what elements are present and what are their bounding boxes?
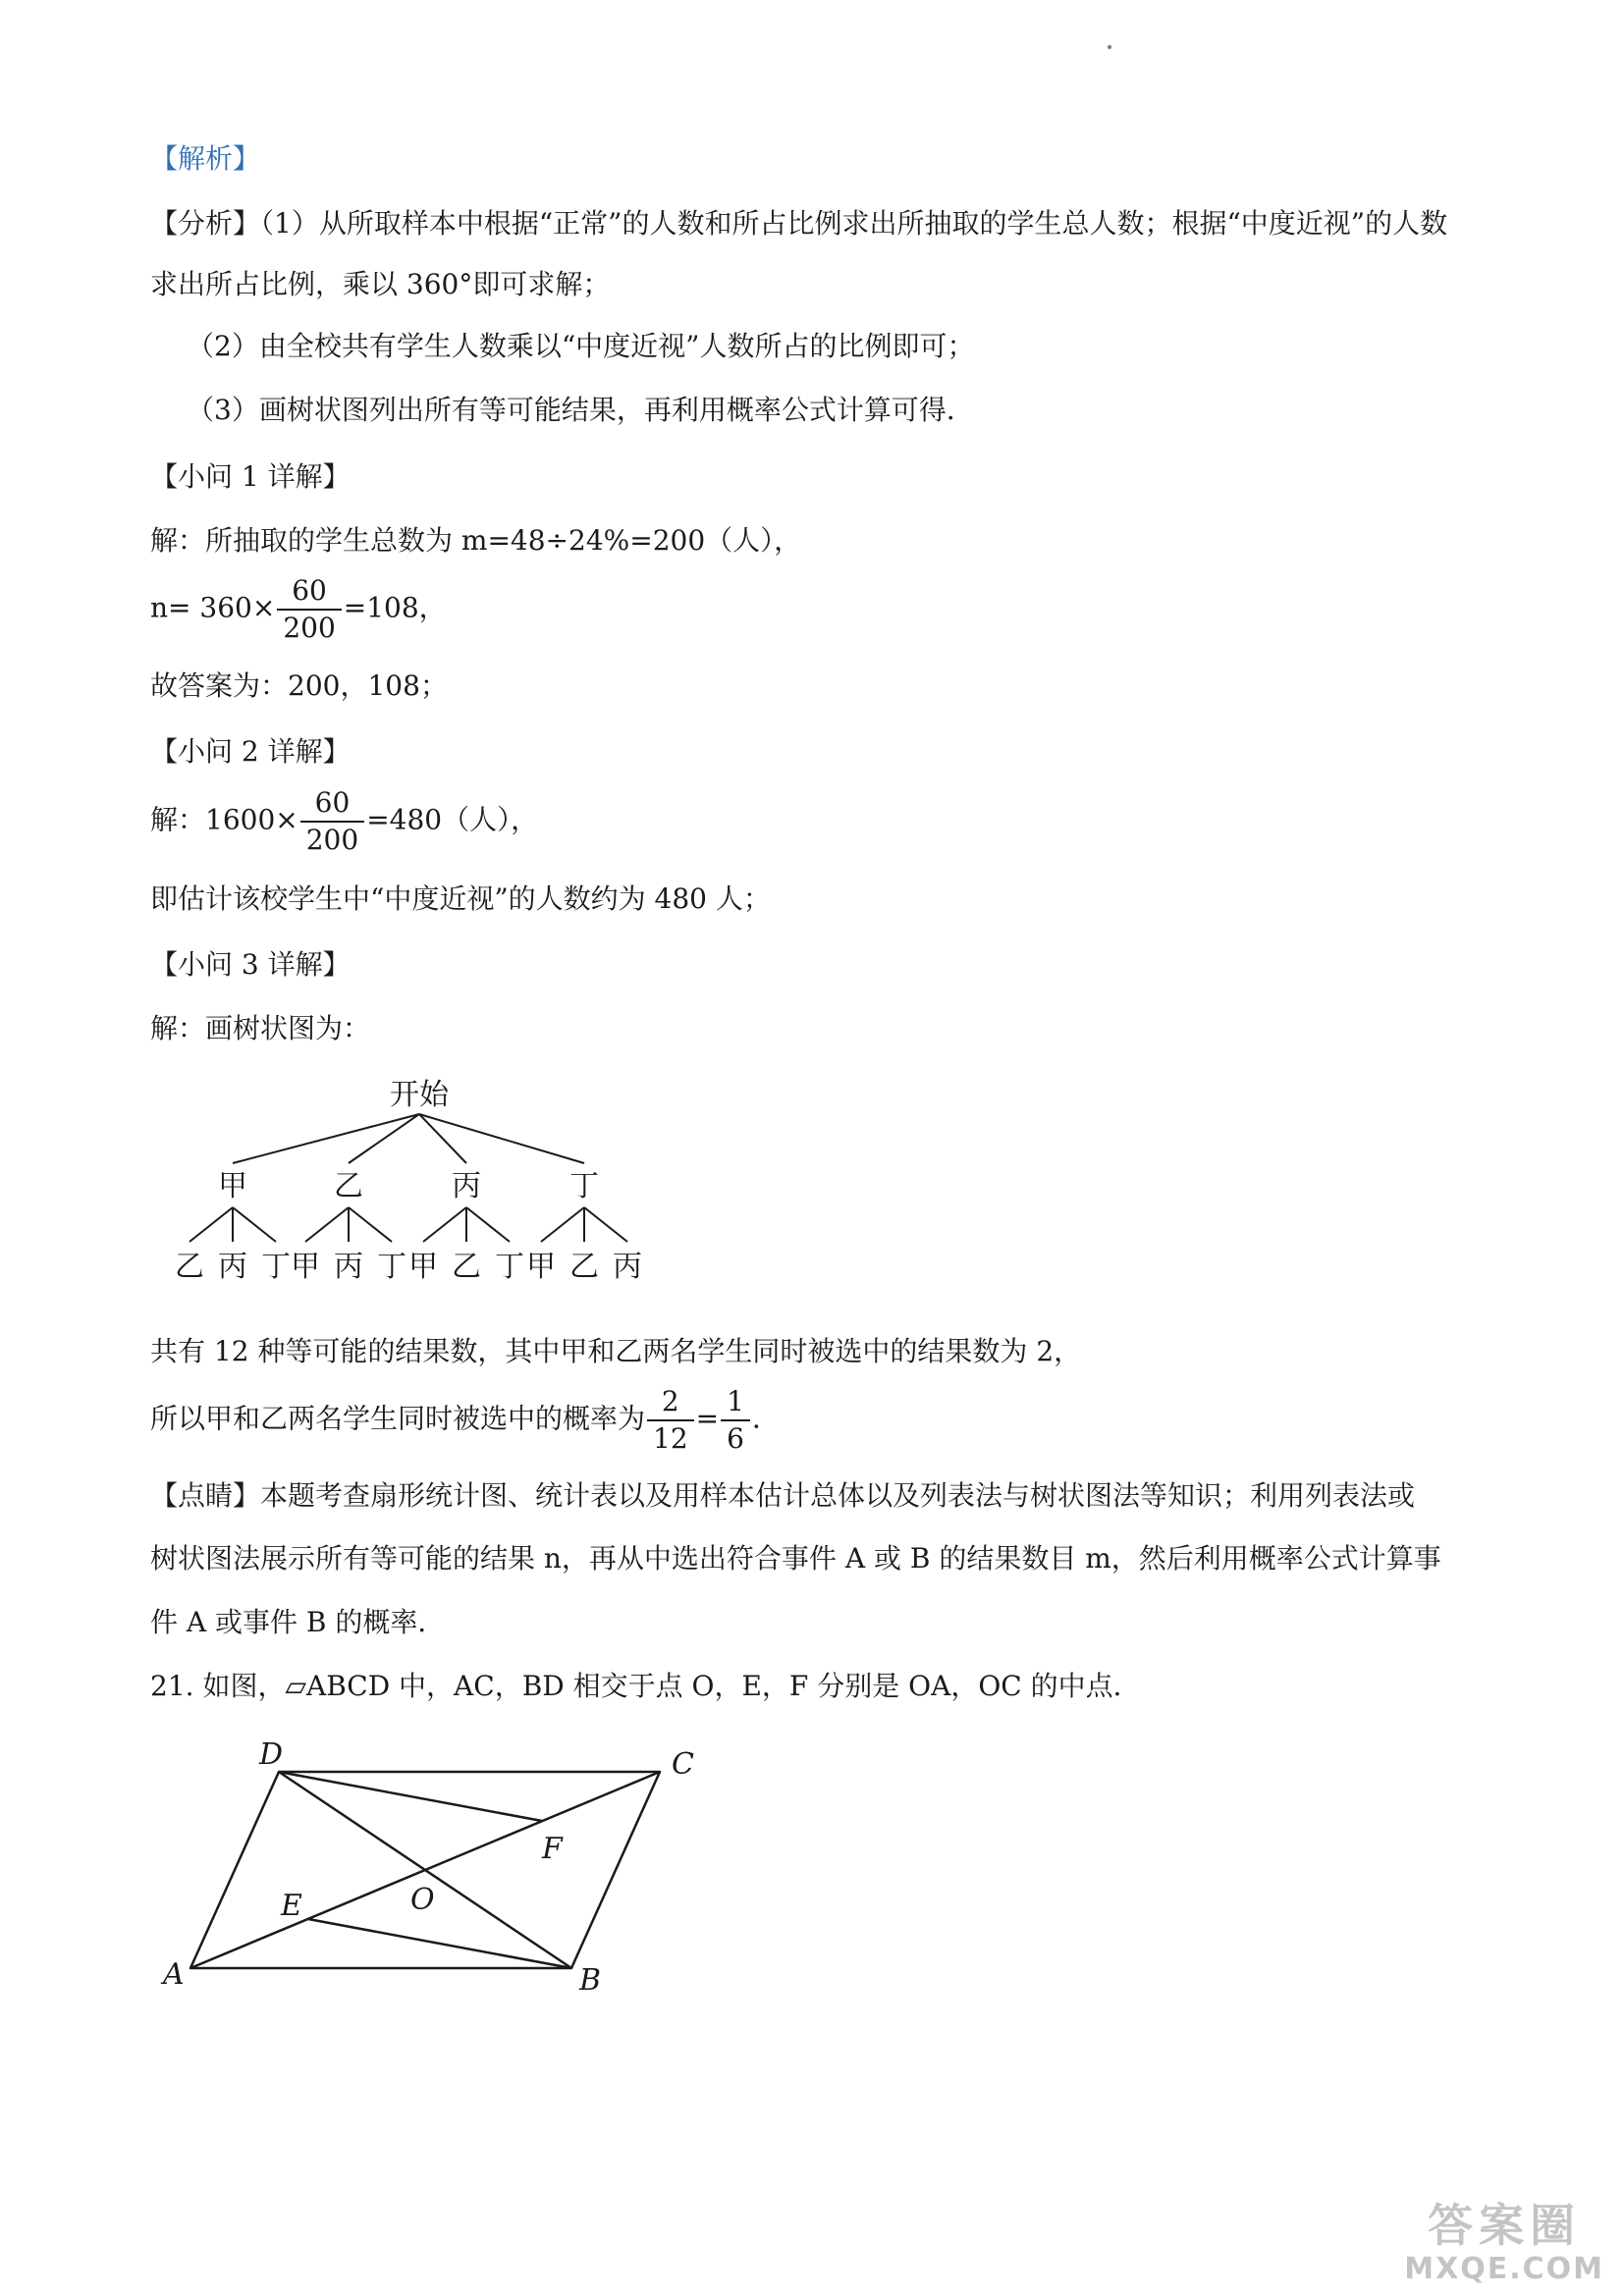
tree-l1-3: 丁 [569,1169,599,1203]
label-a: A [163,1957,185,1992]
q2-title: 【小问 2 详解】 [150,735,351,768]
tree-l2-1-2: 丁 [377,1250,406,1284]
segment-df [279,1772,542,1821]
q1-n-prefix: n= 360× [150,591,276,624]
q3-prob-prefix: 所以甲和乙两名学生同时被选中的概率为 [150,1402,646,1435]
tree-l1-2: 丙 [452,1169,481,1203]
problem-21-number: 21. [150,1670,194,1702]
diagonal-bd [279,1772,571,1968]
analysis-heading: 【解析】 [150,142,261,175]
watermark [1404,2198,1604,2286]
tree-l2-2-0: 甲 [408,1250,438,1284]
parallelogram-figure [157,1733,707,1998]
label-e: E [281,1889,302,1923]
q3-probability [150,1384,780,1457]
comment-line-3: 件 A 或事件 B 的概率． [150,1606,446,1638]
q3-frac2-den: 6 [727,1422,744,1455]
edge-ding-3 [584,1207,627,1242]
q3-title: 【小问 3 详解】 [150,948,351,981]
analysis-line-1 [150,204,1447,243]
tree-l2-3-2: 丙 [613,1250,642,1284]
comment-text-1: 本题考查扇形统计图、统计表以及用样本估计总体以及列表法与树状图法等知识；利用列表法或 [260,1479,1416,1512]
problem-21-text: 如图，▱ABCD 中，AC，BD 相交于点 O，E，F 分别是 OA，OC 的中点． [202,1670,1141,1702]
analysis-text-1: （1）从所取样本中根据“正常”的人数和所占比例求出所抽取的学生总人数；根据“中度近视”的人数 [260,207,1448,240]
tree-edges [189,1114,627,1242]
label-b: B [579,1963,602,1998]
q1-answer: 故答案为：200，108； [150,669,448,702]
label-d: D [259,1737,284,1772]
edge-root-yi [349,1114,419,1163]
edge-yi-3 [349,1207,392,1242]
analysis-line-3: （2）由全校共有学生人数乘以“中度近视”人数所占的比例即可； [187,330,975,362]
analysis-tag: 【分析】 [150,207,261,240]
q2-frac-den: 200 [305,824,359,856]
tree-l2-0-1: 丙 [218,1250,247,1284]
edge-ding-1 [541,1207,584,1242]
watermark-url: MXQE.COM [1404,2252,1604,2286]
q3-prob-suffix: ． [751,1402,780,1435]
q1-frac-num: 60 [277,573,341,611]
tree-l2-1-1: 丙 [334,1250,363,1284]
tree-l2-3-0: 甲 [526,1250,556,1284]
comment-line-2: 树状图法展示所有等可能的结果 n，再从中选出符合事件 A 或 B 的结果数目 m，然后利用概率公式计算事 [150,1542,1441,1575]
q3-fraction-2 [721,1384,750,1457]
problem-21 [150,1667,1141,1706]
edge-root-jia [233,1114,419,1163]
edge-bing-1 [423,1207,466,1242]
comment-line-1 [150,1476,1415,1516]
q1-n-suffix: =108， [343,591,447,624]
tree-l2-1-0: 甲 [291,1250,320,1284]
q1-title: 【小问 1 详解】 [150,460,351,493]
analysis-line-4: （3）画树状图列出所有等可能结果，再利用概率公式计算可得． [187,394,974,426]
q1-line-1: 解：所抽取的学生总数为 m=48÷24%=200（人）， [150,524,802,557]
tree-root: 开始 [390,1078,449,1112]
q1-frac-den: 200 [283,612,336,644]
q2-fraction [300,785,364,858]
watermark-title: 答案圈 [1428,2199,1582,2252]
tree-l2-2-1: 乙 [452,1250,481,1284]
edge-jia-1 [189,1207,233,1242]
tree-l2-0-2: 丁 [261,1250,291,1284]
edge-bing-3 [466,1207,510,1242]
q3-frac1-num: 2 [647,1384,694,1421]
q3-frac1-den: 12 [653,1422,688,1455]
label-o: O [410,1883,435,1917]
comment-tag: 【点睛】 [150,1479,261,1512]
edge-yi-1 [305,1207,349,1242]
q2-suffix: =480（人）， [366,803,539,836]
analysis-line-2: 求出所占比例，乘以 360°即可求解； [150,268,611,300]
edge-jia-3 [233,1207,276,1242]
tree-l2-2-2: 丁 [495,1250,524,1284]
q1-fraction [277,573,341,646]
q3-total: 共有 12 种等可能的结果数，其中甲和乙两名学生同时被选中的结果数为 2， [150,1335,1082,1367]
q2-formula [150,785,538,858]
q3-eq: = [695,1402,720,1435]
q2-frac-num: 60 [300,785,364,823]
tree-diagram [162,1070,673,1296]
q3-intro: 解：画树状图为： [150,1012,371,1044]
tree-l2-0-0: 乙 [175,1250,204,1284]
q3-fraction-1 [647,1384,694,1457]
q2-prefix: 解：1600× [150,803,298,836]
label-f: F [542,1832,563,1866]
q3-frac2-num: 1 [721,1384,750,1421]
page-dot [1108,45,1111,49]
q2-conclusion: 即估计该校学生中“中度近视”的人数约为 480 人； [150,882,771,915]
segment-eb [308,1919,571,1968]
tree-l2-3-1: 乙 [569,1250,599,1284]
tree-l1-0: 甲 [218,1169,247,1203]
tree-l1-1: 乙 [334,1169,363,1203]
q1-formula [150,573,447,646]
label-c: C [672,1747,694,1782]
